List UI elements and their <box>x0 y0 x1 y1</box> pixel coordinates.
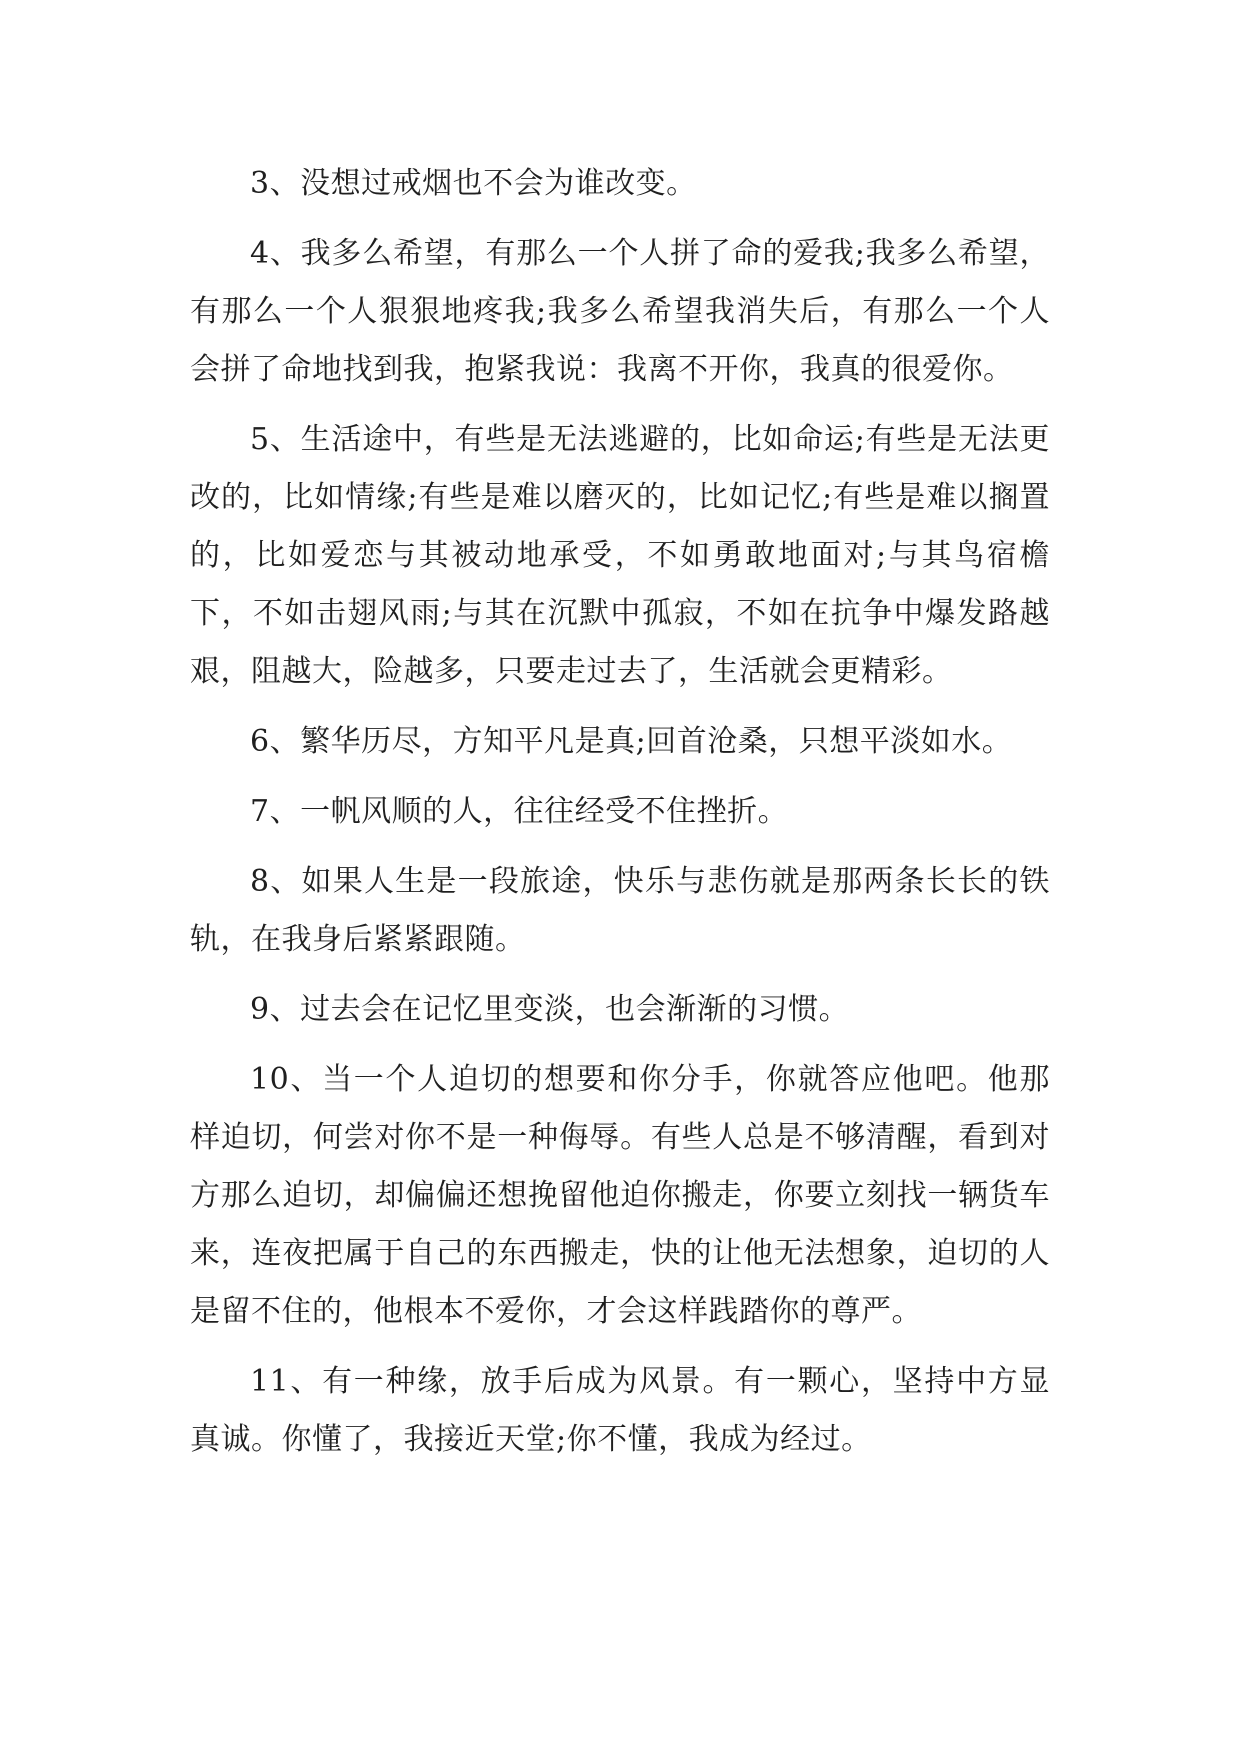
paragraph-8: 8、如果人生是一段旅途，快乐与悲伤就是那两条长长的铁轨，在我身后紧紧跟随。 <box>190 864 1050 957</box>
paragraph-11: 11、有一种缘，放手后成为风景。有一颗心，坚持中方显真诚。你懂了，我接近天堂;你不懂，我成为经过。 <box>190 1364 1050 1457</box>
paragraph-5: 5、生活途中，有些是无法逃避的，比如命运;有些是无法更改的，比如情缘;有些是难以磨灭的，比如记忆;有些是难以搁置的，比如爱恋与其被动地承受，不如勇敢地面对;与其鸟宿檐下，不如击翅风雨;与其在沉默中孤寂，不如在抗争中爆发路越艰，阻越大，险越多，只要走过去了，生活就会更精彩。 <box>190 422 1050 689</box>
paragraph-3: 3、没想过戒烟也不会为谁改变。 <box>250 166 697 201</box>
paragraph-6: 6、繁华历尽，方知平凡是真;回首沧桑，只想平淡如水。 <box>250 724 1013 759</box>
paragraph-7: 7、一帆风顺的人，往往经受不住挫折。 <box>250 794 789 829</box>
document-body <box>190 155 1050 1481</box>
paragraph-9: 9、过去会在记忆里变淡，也会渐渐的习惯。 <box>250 992 850 1027</box>
paragraph-10: 10、当一个人迫切的想要和你分手，你就答应他吧。他那样迫切，何尝对你不是一种侮辱。有些人总是不够清醒，看到对方那么迫切，却偏偏还想挽留他迫你搬走，你要立刻找一辆货车来，连夜把属于自己的东西搬走，快的让他无法想象，迫切的人是留不住的，他根本不爱你，才会这样践踏你的尊严。 <box>190 1062 1050 1329</box>
paragraph-4: 4、我多么希望，有那么一个人拼了命的爱我;我多么希望，有那么一个人狠狠地疼我;我多么希望我消失后，有那么一个人会拼了命地找到我，抱紧我说：我离不开你，我真的很爱你。 <box>190 236 1050 387</box>
